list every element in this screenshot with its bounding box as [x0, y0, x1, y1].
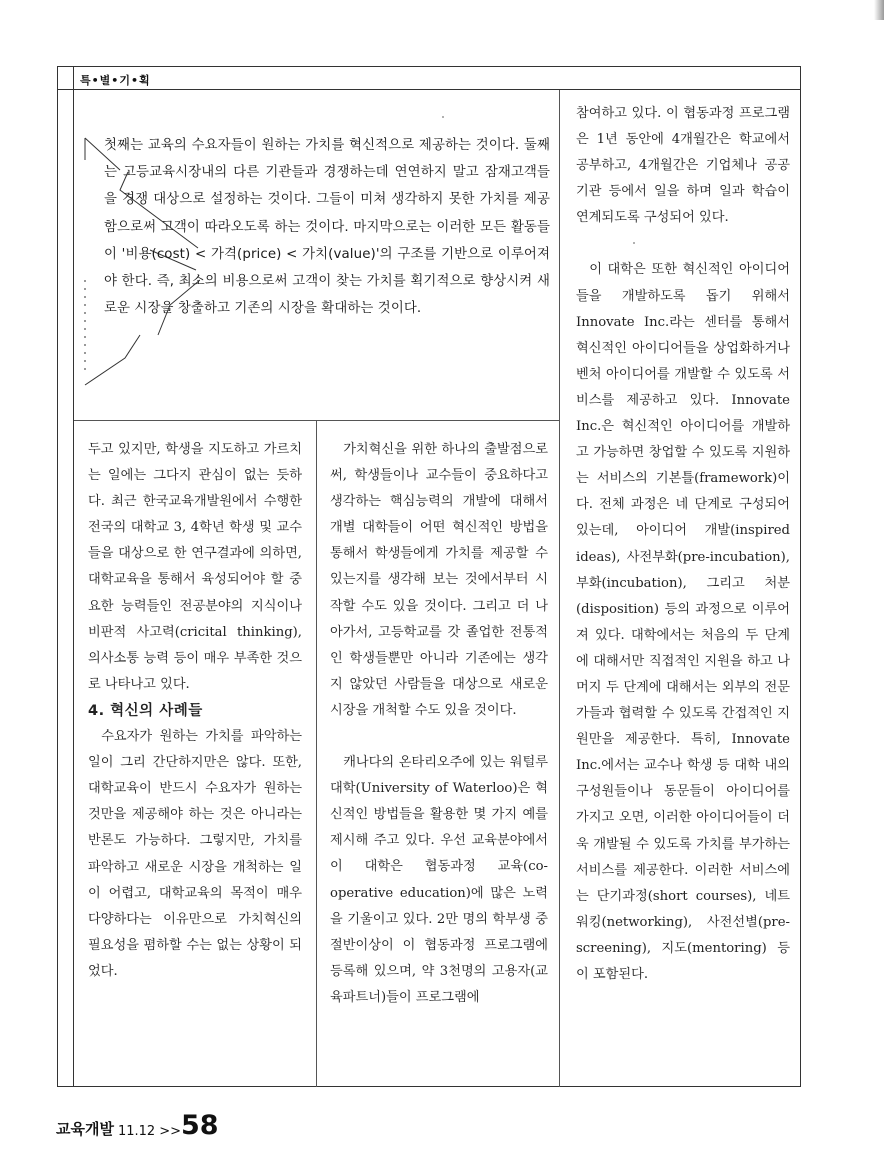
middle-paragraph-1: 가치혁신을 위한 하나의 출발점으로써, 학생들이나 교수들이 중요하다고 생각하는 핵심능력의 개발에 대해서 개별 대학들이 어떤 혁신적인 방법을 통해서 학생들에게 가치를 제공할 수 있는지를 생각해 보는 것에서부터 시작할 수도 있을 것이다. 그리고 더 나아가서, 고등학교를 갓 졸업한 전통적인 학생들뿐만 아니라 기존에는 생각지 않았던 사람들을 대상으로 새로운 시장을 개척할 수도 있을 것이다.: [330, 442, 548, 718]
section-heading: 4. 혁신의 사례들: [88, 702, 203, 719]
right-paragraph-2: 이 대학은 또한 혁신적인 아이디어들을 개발하도록 돕기 위해서 Innovate Inc.라는 센터를 통해서 혁신적인 아이디어들을 상업화하거나 벤처 아이디어를 개발할 수 있도록 서비스를 제공하고 있다. Innovate Inc.은 혁신적인 아이디어를 개발하고 가능하면 창업할 수 있도록 지원하는 서비스의 기본틀(framework)이다. 전체 과정은 네 단계로 구성되어있는데, 아이디어 개발(inspired ideas), 사전부화(pre-incubation), 부화(incubation), 그리고 처분(disposition) 등의 과정으로 이루어져 있다. 대학에서는 처음의 두 단계에 대해서만 직접적인 지원을 하고 나머지 두 단계에 대해서는 외부의 전문가들과 협력할 수 있도록 간접적인 지원만을 제공한다. 특히, Innovate Inc.에서는 교수나 학생 등 대학 내의 구성원들이나 동문들이 아이디어를 가지고 오면, 이러한 아이디어들이 더욱 개발될 수 있도록 가치를 부가하는 서비스를 제공한다. 이러한 서비스에는 단기과정(short courses), 네트워킹(networking), 사전선별(pre-screening), 지도(mentoring) 등이 포함된다.: [576, 262, 790, 982]
section-label: 특•별•기•획: [80, 74, 151, 87]
right-paragraph-1: 참여하고 있다. 이 협동과정 프로그램은 1년 동안에 4개월간은 학교에서 공부하고, 4개월간은 기업체나 공공기관 등에서 일을 하며 일과 학습이 연계되도록 구성되어 있다.: [576, 106, 790, 226]
magazine-name: 교육개발: [56, 1120, 114, 1138]
column-divider-right: [559, 90, 560, 1087]
page-number: 58: [180, 1110, 219, 1141]
left-margin-strip: [57, 66, 74, 1087]
left-paragraph-1: 두고 있지만, 학생을 지도하고 가르치는 일에는 그다지 관심이 없는 듯하다. 최근 한국교육개발원에서 수행한 전국의 대학교 3, 4학년 학생 및 교수들을 대상으로 한 연구결과에 의하면, 대학교육을 통해서 육성되어야 할 중요한 능력들인 전공분야의 지식이나 비판적 사고력(cricital thinking), 의사소통 능력 등이 매우 부족한 것으로 나타나고 있다.: [88, 442, 302, 692]
left-column: [88, 437, 302, 985]
column-divider-middle: [316, 420, 317, 1087]
header-bar: [57, 66, 801, 90]
issue-number: 11.12: [117, 1124, 156, 1139]
arrows-glyph: >>: [159, 1124, 181, 1139]
middle-paragraph-2: 캐나다의 온타리오주에 있는 워털루 대학(University of Waterloo)은 혁신적인 방법들을 활용한 몇 가지 예를 제시해 주고 있다. 우선 교육분야에서 이 대학은 협동과정 교육(co-operative education)에 많은 노력을 기울이고 있다. 2만 명의 학부생 중 절반이상이 이 협동과정 프로그램에 등록해 있으며, 약 3천명의 고용자(교육파트너)들이 프로그램에: [330, 755, 548, 1005]
page-footer: [56, 1112, 219, 1139]
highlight-quote: 첫째는 교육의 수요자들이 원하는 가치를 혁신적으로 제공하는 것이다. 둘째는 고등교육시장내의 다른 기관들과 경쟁하는데 연연하지 말고 잠재고객들을 경쟁 대상으로 설정하는 것이다. 그들이 미쳐 생각하지 못한 가치를 제공함으로써 고객이 따라오도록 하는 것이다. 마지막으로는 이러한 모든 활동들이 '비용(cost) < 가격(price) < 가치(value)'의 구조를 기반으로 이루어져야 한다. 즉, 최소의 비용으로써 고객이 찾는 가치를 획기적으로 향상시켜 새로운 시장을 창출하고 기존의 시장을 확대하는 것이다.: [104, 138, 550, 317]
page-edge-shadow: [874, 0, 884, 20]
quote-box-bottom-rule: [74, 420, 559, 421]
speck: [442, 116, 444, 118]
left-paragraph-2: 수요자가 원하는 가치를 파악하는 일이 그리 간단하지만은 않다. 또한, 대학교육이 반드시 수요자가 원하는 것만을 제공해야 하는 것은 아니라는 반론도 가능하다. 그렇지만, 가치를 파악하고 새로운 시장을 개척하는 일이 어렵고, 대학교육의 목적이 매우 다양하다는 이유만으로 가치혁신의 필요성을 폄하할 수는 없는 상황이 되었다.: [88, 729, 302, 979]
right-column: [576, 101, 790, 988]
speck: [633, 242, 635, 244]
middle-column: [330, 437, 548, 1011]
